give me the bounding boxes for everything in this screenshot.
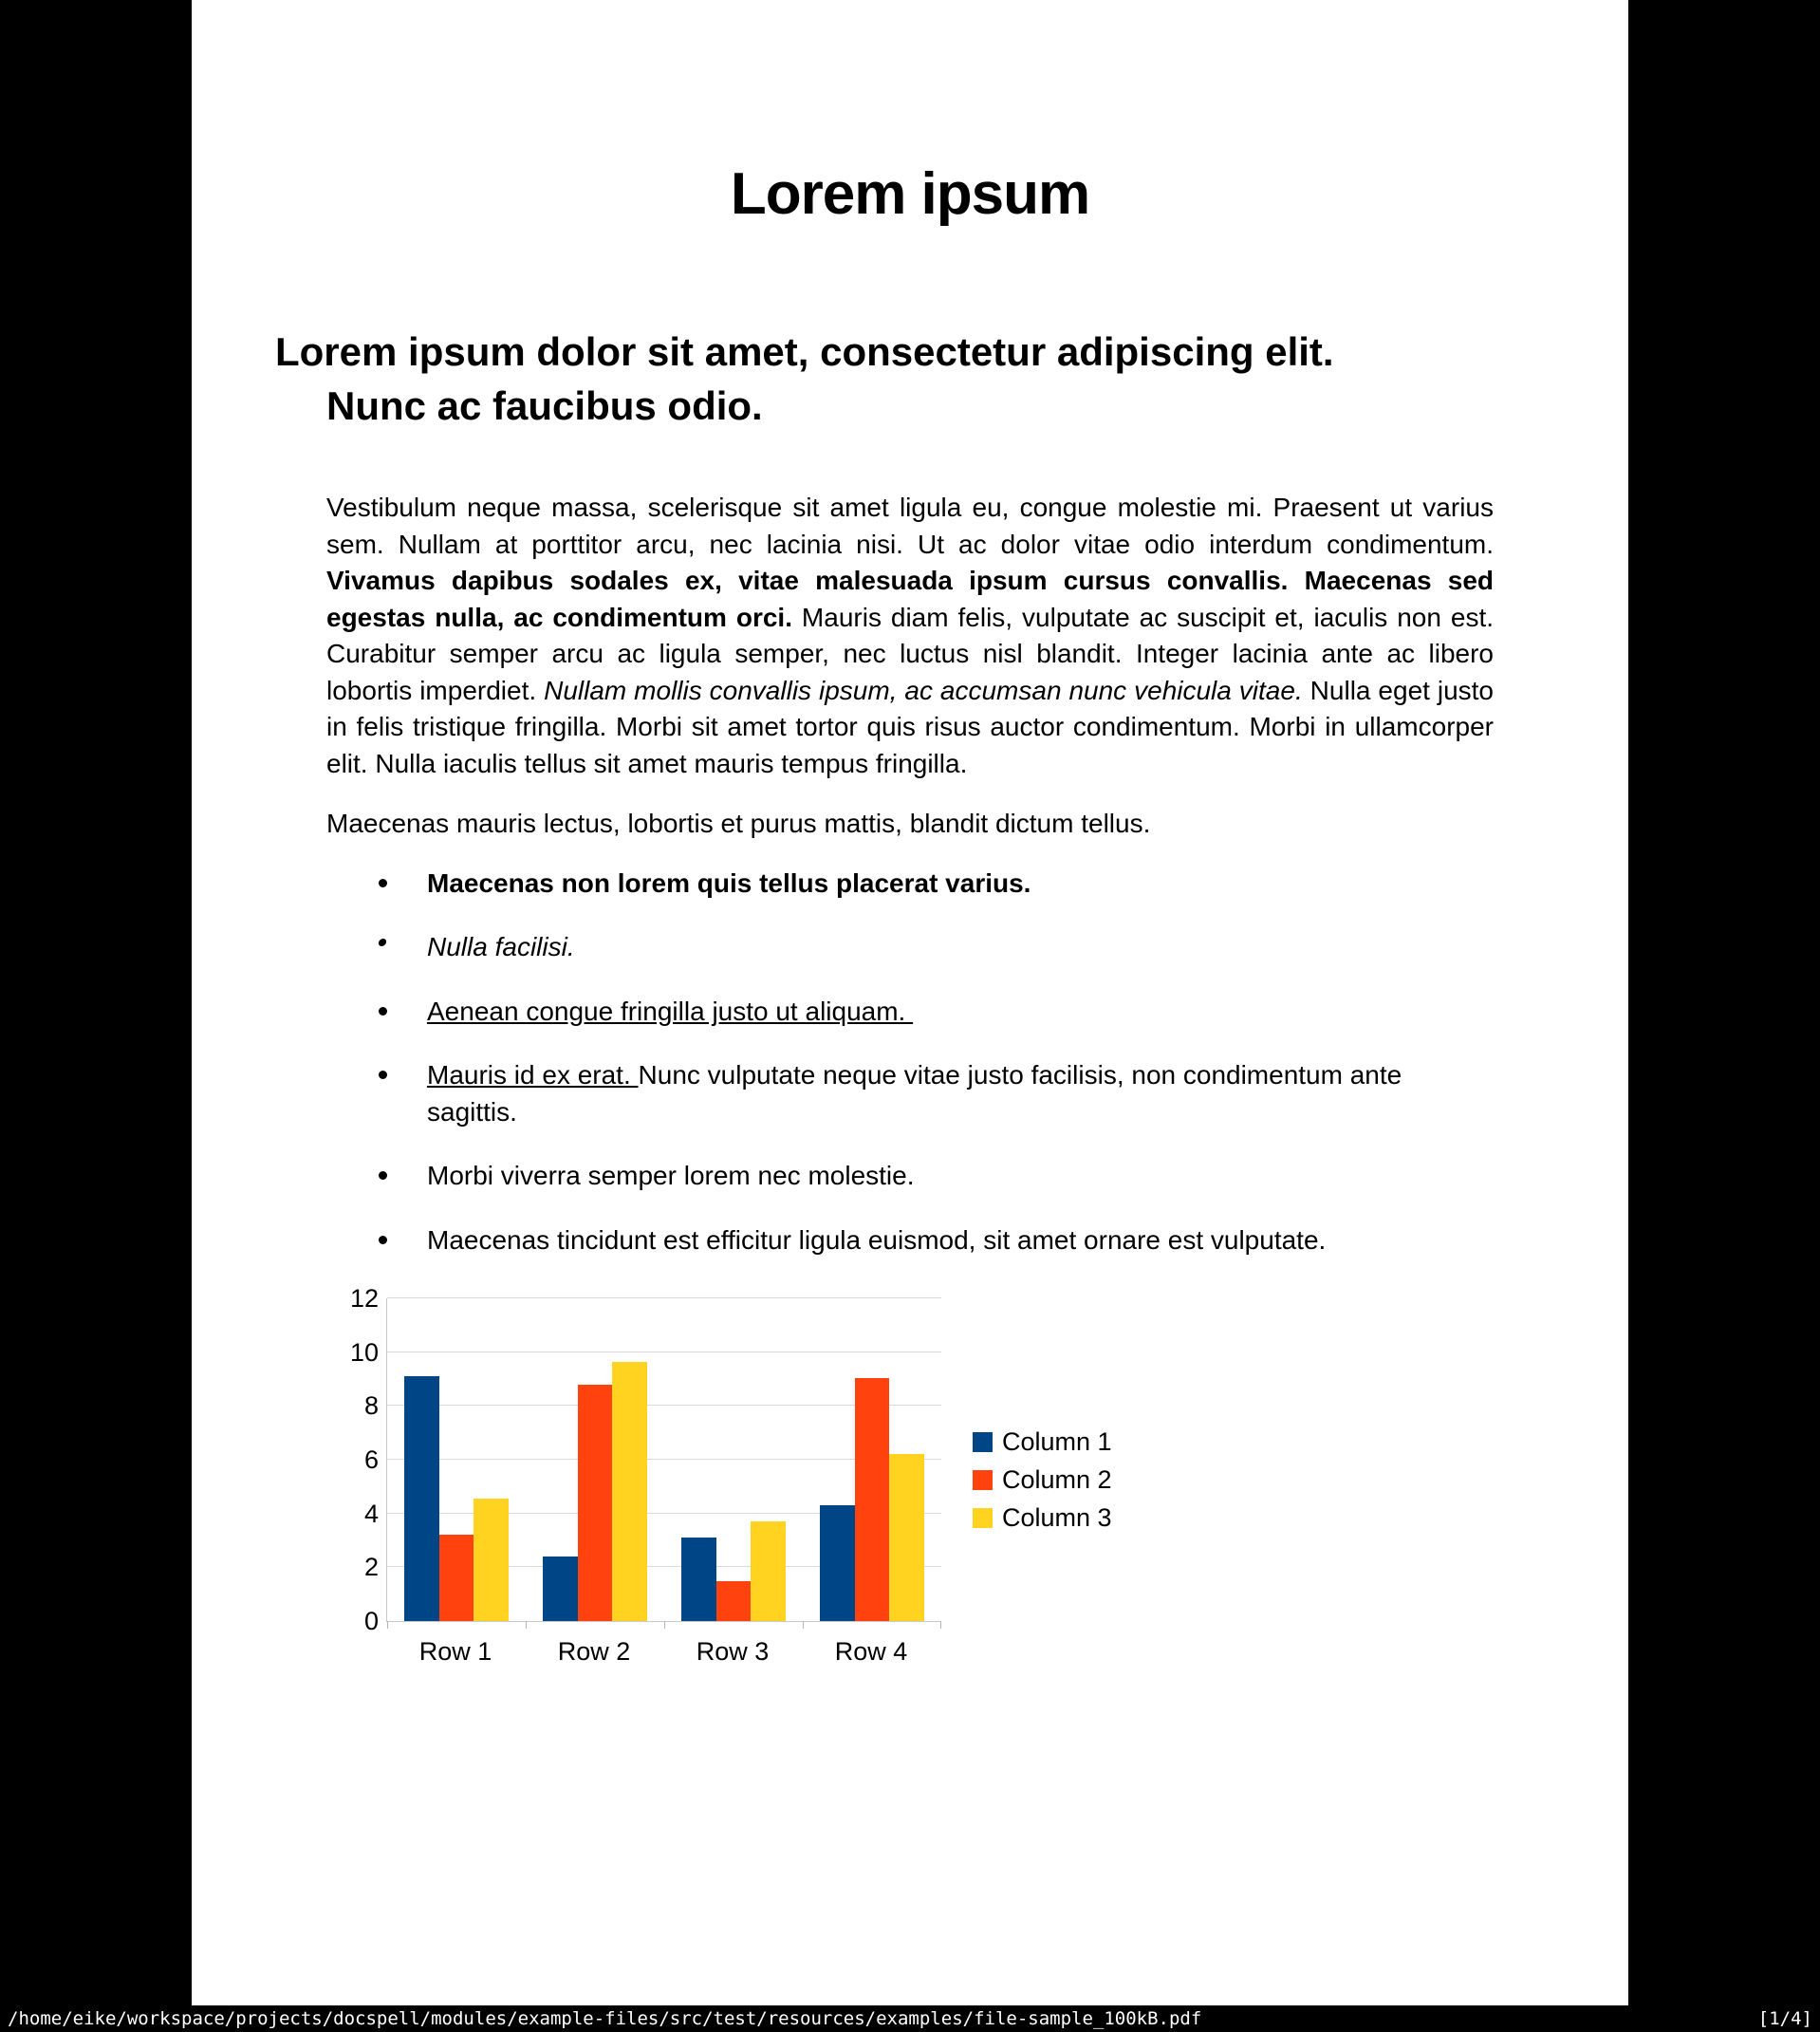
list-item [326,1158,1494,1195]
y-tick-label: 2 [363,1553,379,1582]
paragraph-main [326,490,1494,782]
list-item [326,1057,1494,1130]
x-category-label: Row 3 [696,1637,770,1666]
y-tick-label: 4 [363,1499,379,1528]
y-tick-label: 0 [363,1607,379,1635]
document-title: Lorem ipsum [730,161,1090,227]
bullet-icon [379,1007,387,1016]
legend-item [973,1423,1112,1461]
x-tick [803,1621,804,1629]
bar [855,1378,890,1621]
bullet-icon [379,1071,387,1079]
statusbar-page-indicator: [1/4] [1757,2008,1812,2029]
heading-line-2: Nunc ac faucibus odio. [326,383,763,428]
list-item-text: Morbi viverra semper lorem nec molestie. [427,1161,915,1190]
bar [578,1385,613,1621]
bar [716,1581,752,1622]
bar-chart [326,1286,1494,1694]
x-tick [664,1621,665,1629]
list-item [326,1222,1494,1259]
statusbar [0,2005,1820,2032]
bar [439,1535,474,1621]
x-tick [526,1621,527,1629]
list-item-text: Aenean congue fringilla justo ut aliquam. [427,996,914,1026]
list-item-text: Nulla facilisi. [427,932,575,961]
heading-line-1: Lorem ipsum dolor sit amet, consectetur adipiscing elit. [275,329,1334,374]
chart-legend [973,1423,1112,1537]
document-heading [275,325,1494,433]
list-item-text: Maecenas tincidunt est efficitur ligula euismod, sit amet ornare est vulputate. [427,1224,1327,1255]
statusbar-file-path: /home/eike/workspace/projects/docspell/modules/example-files/src/test/resources/examples/file-sample_100kB.pdf [8,2008,1202,2029]
list-item [326,994,1494,1031]
y-tick-label: 10 [349,1337,379,1367]
text-run: Vestibulum neque massa, scelerisque sit amet ligula eu, congue molestie mi. Praesent ut varius sem. Nullam at porttitor arcu, nec lacinia nisi. Ut ac dolor vitae odio interdum condimentum. [326,493,1494,559]
bullet-icon [379,879,387,887]
y-tick-label: 8 [363,1391,379,1421]
bullet-list [326,866,1494,1259]
text-run-italic: Nullam mollis convallis ipsum, ac accumsan nunc vehicula vitae. [544,675,1303,705]
bar [543,1557,578,1621]
text-run: Mauris diam felis, vulputate ac suscipit et, iaculis non est. Curabitur semper arcu ac ligula semper, nec luctus nisl blandit. Integer lacinia ante ac libero lobortis imperdiet. [326,602,1495,705]
bullet-icon [379,1171,387,1180]
chart-gridline [387,1297,941,1298]
bar [474,1499,509,1621]
legend-swatch [973,1508,993,1528]
list-item [326,866,1494,903]
legend-item [973,1461,1112,1499]
bar [612,1362,647,1621]
paragraph-intro-list: Maecenas mauris lectus, lobortis et purus mattis, blandit dictum tellus. [326,809,1151,838]
list-item-text: Maecenas non lorem quis tellus placerat varius. [427,867,1031,898]
bar [820,1505,855,1621]
chart-plot [386,1298,941,1622]
legend-label: Column 1 [1002,1427,1112,1456]
bullet-icon [378,939,387,946]
text-run: Nulla eget justo in felis tristique fringilla. Morbi sit amet tortor quis risus auctor condimentum. Morbi in ullamcorper elit. Nulla iaculis tellus sit amet mauris tempus fringilla. [326,675,1495,778]
x-category-label: Row 1 [418,1637,492,1666]
bar [681,1538,716,1621]
list-item-text: Nunc vulputate neque vitae justo facilisis, non condimentum ante sagittis. [427,1060,1402,1127]
text-run-bold: Vivamus dapibus sodales ex, vitae malesuada ipsum cursus convallis. Maecenas sed egestas nulla, ac condimentum orci. [326,566,1494,632]
y-tick-label: 12 [349,1284,379,1313]
bar [889,1454,924,1621]
x-tick [940,1621,941,1629]
list-item-text: Mauris id ex erat. [427,1060,639,1090]
bar [751,1521,786,1621]
x-category-label: Row 4 [834,1637,908,1666]
document-page[interactable] [192,0,1628,2005]
y-tick-label: 6 [363,1445,379,1474]
bar [404,1376,439,1621]
bullet-icon [379,1236,387,1244]
legend-item [973,1499,1112,1537]
legend-label: Column 2 [1002,1465,1112,1494]
legend-label: Column 3 [1002,1503,1112,1532]
legend-swatch [973,1470,993,1490]
list-item [326,929,1494,966]
x-tick [387,1621,388,1629]
x-category-label: Row 2 [557,1637,631,1666]
legend-swatch [973,1432,993,1452]
